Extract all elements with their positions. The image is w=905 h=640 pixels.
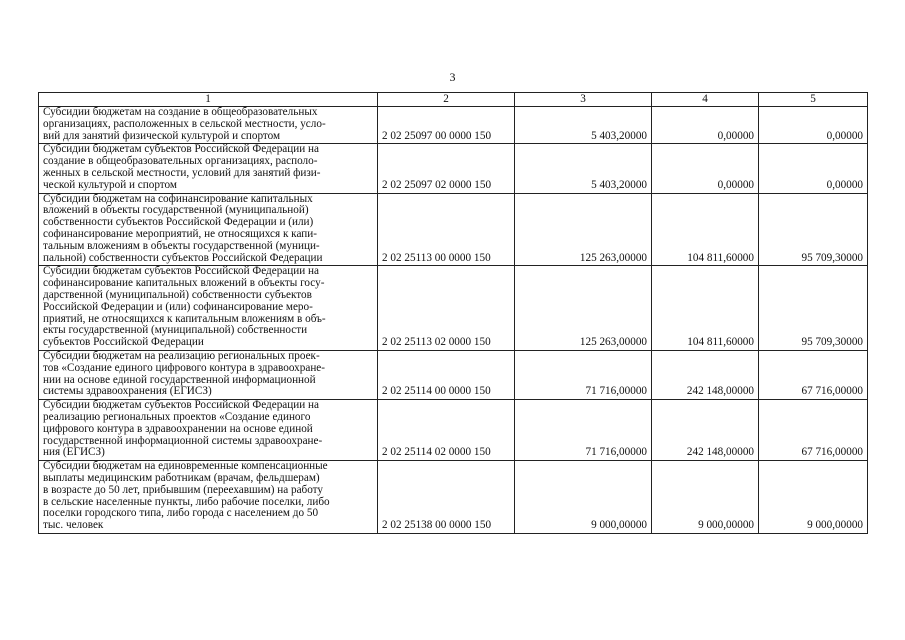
row-code: 2 02 25097 00 0000 150 [378,107,515,144]
table-row [39,193,868,266]
column-header-1: 1 [39,93,378,107]
row-value-col5: 95 709,30000 [759,266,868,351]
row-value-col5: 95 709,30000 [759,193,868,266]
row-value-col5: 67 716,00000 [759,400,868,461]
table-header-row [39,93,868,107]
row-value-col4: 0,00000 [652,144,759,193]
row-value-col3: 125 263,00000 [515,266,652,351]
column-header-4: 4 [652,93,759,107]
row-value-col4: 104 811,60000 [652,266,759,351]
row-value-col3: 5 403,20000 [515,107,652,144]
table-row [39,400,868,461]
budget-table [38,92,868,534]
row-value-col3: 5 403,20000 [515,144,652,193]
row-code: 2 02 25113 00 0000 150 [378,193,515,266]
row-code: 2 02 25113 02 0000 150 [378,266,515,351]
column-header-2: 2 [378,93,515,107]
row-value-col3: 125 263,00000 [515,193,652,266]
row-description: Субсидии бюджетам субъектов Российской Федерации на софинансирование капитальных вложений в объекты госу- дарственной (муниципальной) собственности субъектов Российской Федерации и (или) софинансирование меро- приятий, не относящихся к капитальным вложениям в объ- екты государственной (муниципальной) собственности субъектов Российской Федерации [39,266,378,351]
table-row [39,144,868,193]
row-code: 2 02 25114 00 0000 150 [378,350,515,399]
row-value-col4: 104 811,60000 [652,193,759,266]
table-row [39,350,868,399]
row-value-col3: 71 716,00000 [515,400,652,461]
table-row [39,461,868,534]
table-row [39,266,868,351]
row-value-col5: 9 000,00000 [759,461,868,534]
row-description: Субсидии бюджетам на создание в общеобразовательных организациях, расположенных в сельской местности, усло- вий для занятий физической культурой и спортом [39,107,378,144]
row-value-col5: 0,00000 [759,144,868,193]
row-description: Субсидии бюджетам на софинансирование капитальных вложений в объекты государственной (муниципальной) собственности субъектов Российской Федерации и (или) софинансирование мероприятий, не относящихся к капи- тальным вложениям в объекты государственной (муници- пальной) собственности субъектов Российской Федерации [39,193,378,266]
row-description: Субсидии бюджетам субъектов Российской Федерации на реализацию региональных проектов «Создание единого цифрового контура в здравоохранении на основе единой государственной информационной системы здравоохране- ния (ЕГИСЗ) [39,400,378,461]
row-description: Субсидии бюджетам на единовременные компенсационные выплаты медицинским работникам (врачам, фельдшерам) в возрасте до 50 лет, прибывшим (переехавшим) на работу в сельские населенные пункты, либо рабочие поселки, либо поселки городского типа, либо города с населением до 50 тыс. человек [39,461,378,534]
row-value-col3: 71 716,00000 [515,350,652,399]
table-row [39,107,868,144]
row-value-col4: 242 148,00000 [652,400,759,461]
column-header-3: 3 [515,93,652,107]
row-value-col3: 9 000,00000 [515,461,652,534]
row-value-col5: 0,00000 [759,107,868,144]
row-value-col5: 67 716,00000 [759,350,868,399]
row-value-col4: 0,00000 [652,107,759,144]
column-header-5: 5 [759,93,868,107]
row-value-col4: 242 148,00000 [652,350,759,399]
row-code: 2 02 25097 02 0000 150 [378,144,515,193]
row-description: Субсидии бюджетам на реализацию региональных проек- тов «Создание единого цифрового контура в здравоохране- нии на основе единой государственной информационной системы здравоохранения (ЕГИСЗ) [39,350,378,399]
row-code: 2 02 25114 02 0000 150 [378,400,515,461]
page-number: 3 [449,70,456,84]
row-description: Субсидии бюджетам субъектов Российской Федерации на создание в общеобразовательных организациях, располо- женных в сельской местности, условий для занятий физи- ческой культурой и спортом [39,144,378,193]
row-value-col4: 9 000,00000 [652,461,759,534]
row-code: 2 02 25138 00 0000 150 [378,461,515,534]
